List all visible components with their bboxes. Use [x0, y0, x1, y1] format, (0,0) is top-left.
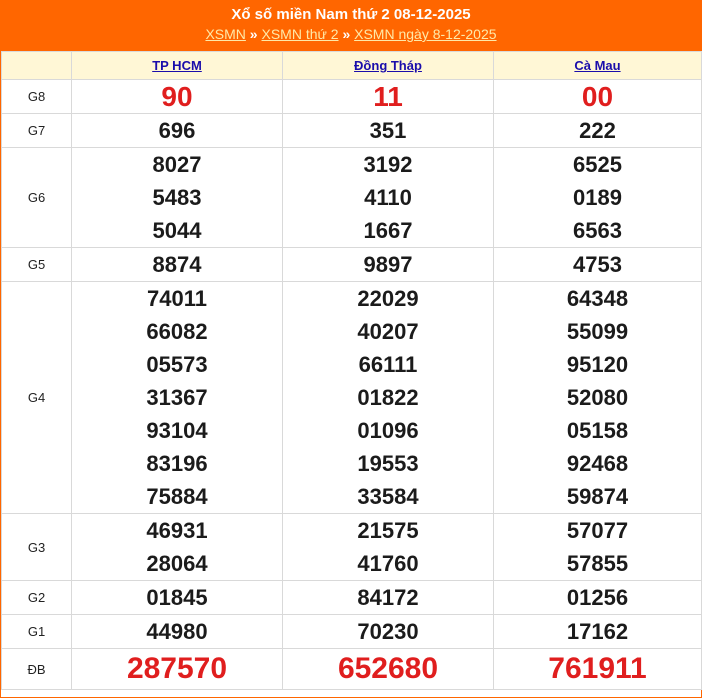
province-header: [72, 52, 283, 80]
prize-number: 22029: [357, 286, 419, 311]
prize-number: 05158: [566, 418, 629, 443]
prize-number: 28064: [146, 551, 208, 576]
prize-number: 93104: [146, 418, 208, 443]
prize-row: [2, 282, 702, 514]
prize-number: 3192: [363, 152, 413, 177]
prize-label: G6: [2, 148, 72, 248]
prize-cell: [72, 248, 283, 282]
prize-number: 4753: [573, 252, 622, 277]
prize-label: G5: [2, 248, 72, 282]
prize-number: 75884: [146, 484, 208, 509]
prize-row: [2, 514, 702, 581]
prize-row: [2, 248, 702, 282]
prize-cell: [72, 282, 283, 514]
prize-number: 46931: [146, 518, 208, 543]
prize-number: 55099: [566, 319, 629, 344]
prize-cell: [283, 615, 494, 649]
prize-cell: [494, 282, 702, 514]
breadcrumb-xsmn-thu-2[interactable]: XSMN thứ 2: [261, 26, 339, 42]
prize-row: [2, 80, 702, 114]
prize-number: 6563: [573, 218, 622, 243]
breadcrumb-xsmn-date[interactable]: XSMN ngày 8-12-2025: [354, 26, 497, 42]
prize-number: 66082: [146, 319, 208, 344]
prize-label: G4: [2, 282, 72, 514]
prize-number: 92468: [566, 451, 629, 476]
prize-number: 95120: [566, 352, 629, 377]
prize-label: ĐB: [2, 649, 72, 690]
prize-number: 57077: [566, 518, 629, 543]
prize-number: 40207: [357, 319, 419, 344]
prize-number: 19553: [357, 451, 419, 476]
prize-number: 01822: [357, 385, 419, 410]
prize-cell: [283, 581, 494, 615]
prize-number: 222: [579, 118, 616, 143]
prize-row: [2, 581, 702, 615]
prize-cell: [283, 248, 494, 282]
prize-row: [2, 615, 702, 649]
prize-cell: [283, 282, 494, 514]
prize-number: 33584: [357, 484, 419, 509]
prize-cell: [494, 80, 702, 114]
prize-cell: [494, 514, 702, 581]
prize-number: 4110: [364, 185, 412, 210]
prize-number: 287570: [126, 652, 228, 685]
prize-number: 1667: [363, 218, 413, 243]
prize-number: 761911: [548, 652, 647, 685]
breadcrumb-xsmn[interactable]: XSMN: [205, 26, 246, 42]
prize-cell: [494, 248, 702, 282]
prize-number: 90: [161, 81, 193, 112]
province-header: [283, 52, 494, 80]
prize-row: [2, 148, 702, 248]
prize-number: 59874: [566, 484, 629, 509]
breadcrumb-separator: »: [249, 26, 258, 42]
province-header: [494, 52, 702, 80]
prize-number: 0189: [573, 185, 622, 210]
prize-number: 52080: [566, 385, 629, 410]
prize-cell: [72, 148, 283, 248]
prize-cell: [494, 615, 702, 649]
prize-number: 21575: [357, 518, 419, 543]
prize-cell: [72, 615, 283, 649]
prize-cell: [72, 114, 283, 148]
prize-cell: [494, 581, 702, 615]
prize-number: 5044: [152, 218, 202, 243]
prize-number: 6525: [573, 152, 622, 177]
result-title: Xổ số miền Nam thứ 2 08-12-2025: [231, 6, 471, 23]
prize-number: 01256: [566, 585, 629, 610]
breadcrumb: [1, 24, 701, 44]
prize-number: 31367: [146, 385, 208, 410]
prize-number: 5483: [152, 185, 202, 210]
prize-number: 74011: [147, 286, 207, 311]
prize-label: G3: [2, 514, 72, 581]
prize-number: 05573: [146, 352, 208, 377]
prize-number: 11: [373, 81, 403, 112]
breadcrumb-separator: »: [342, 26, 351, 42]
province-link-ca-mau[interactable]: Cà Mau: [574, 58, 621, 73]
prize-number: 8027: [152, 152, 202, 177]
prize-number: 84172: [357, 585, 419, 610]
province-link-tp-hcm[interactable]: TP HCM: [152, 58, 202, 73]
prize-cell: [283, 80, 494, 114]
prize-number: 66111: [358, 352, 418, 377]
prize-cell: [72, 581, 283, 615]
prize-rows: [2, 80, 702, 690]
prize-row: [2, 649, 702, 690]
prize-cell: [283, 148, 494, 248]
prize-row: [2, 114, 702, 148]
prize-cell: [494, 148, 702, 248]
prize-number: 01096: [357, 418, 419, 443]
prize-label: G8: [2, 80, 72, 114]
prize-number: 83196: [146, 451, 208, 476]
prize-number: 9897: [363, 252, 413, 277]
prize-number: 57855: [566, 551, 629, 576]
prize-cell: [494, 649, 702, 690]
prize-cell: [72, 80, 283, 114]
prize-number: 00: [581, 81, 614, 112]
table-header-row: [2, 52, 702, 80]
prize-cell: [494, 114, 702, 148]
prize-number: 652680: [337, 652, 439, 685]
prize-number: 351: [369, 118, 407, 143]
prize-cell: [283, 114, 494, 148]
prize-cell: [72, 514, 283, 581]
prize-label: G7: [2, 114, 72, 148]
prize-number: 17162: [566, 619, 629, 644]
prize-number: 64348: [566, 286, 629, 311]
header-empty-cell: [2, 52, 72, 80]
province-link-dong-thap[interactable]: Đồng Tháp: [354, 58, 422, 73]
prize-cell: [283, 649, 494, 690]
prize-number: 696: [158, 118, 196, 143]
prize-cell: [283, 514, 494, 581]
prize-number: 8874: [152, 252, 202, 277]
prize-label: G1: [2, 615, 72, 649]
results-table: [1, 51, 702, 690]
prize-label: G2: [2, 581, 72, 615]
prize-number: 44980: [146, 619, 208, 644]
prize-cell: [72, 649, 283, 690]
result-header: [1, 0, 701, 51]
prize-number: 01845: [146, 585, 208, 610]
prize-number: 70230: [357, 619, 419, 644]
prize-number: 41760: [357, 551, 419, 576]
